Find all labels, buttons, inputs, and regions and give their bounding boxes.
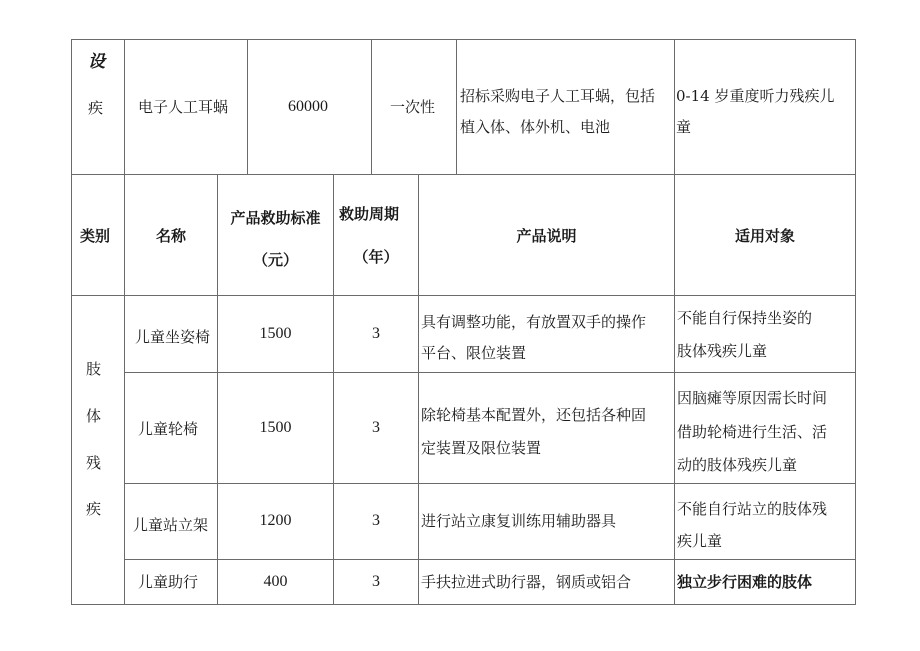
section-category-char-1: 肢 (86, 360, 102, 378)
row-cycle: 3 (372, 419, 380, 436)
top-target-line1: 0-14 岁重度听力残疾儿 (676, 87, 835, 105)
row-desc-line: 平台、限位装置 (421, 344, 527, 362)
row-standard: 400 (263, 573, 288, 590)
top-desc-line1: 招标采购电子人工耳蜗，包括 (460, 87, 656, 105)
header-standard-line1: 产品救助标准 (230, 209, 321, 227)
row-desc-line: 具有调整功能，有放置双手的操作 (421, 313, 647, 331)
row-cycle: 3 (372, 325, 380, 342)
row-desc-line: 除轮椅基本配置外，还包括各种固 (421, 406, 647, 424)
section-category-char-4: 疾 (86, 500, 102, 518)
row-name: 儿童轮椅 (138, 420, 199, 438)
row-target-line: 疾儿童 (677, 532, 723, 550)
row-standard: 1500 (259, 325, 292, 342)
header-desc: 产品说明 (516, 227, 577, 245)
header-name: 名称 (156, 227, 187, 245)
header-standard-cell (217, 174, 334, 296)
row-target-line: 独立步行困难的肢体 (677, 573, 813, 591)
top-desc-line2: 植入体、体外机、电池 (460, 118, 611, 136)
section-category-char-2: 体 (86, 407, 102, 425)
row-target-line: 不能自行站立的肢体残 (677, 500, 828, 518)
top-target-line2: 童 (676, 118, 692, 136)
header-standard-line2: （元） (252, 251, 298, 269)
row-desc-line: 手扶拉进式助行器，钢质或铝合 (421, 573, 632, 591)
row-desc-line: 进行站立康复训练用辅助器具 (421, 512, 617, 530)
row-standard: 1200 (259, 512, 292, 529)
top-category-partial: 设 (88, 52, 105, 72)
row-target-line: 借助轮椅进行生活、活 (677, 423, 828, 441)
header-cycle-line2: （年） (353, 248, 399, 266)
row-target-line: 动的肢体残疾儿童 (677, 456, 798, 474)
row-desc-line: 定装置及限位装置 (421, 439, 542, 457)
header-cycle-cell (333, 174, 419, 296)
row-standard: 1500 (259, 419, 292, 436)
top-category-char: 疾 (88, 99, 104, 117)
top-cycle: 一次性 (390, 98, 436, 116)
row-cycle: 3 (372, 573, 380, 590)
header-category: 类别 (80, 227, 111, 245)
header-target: 适用对象 (734, 227, 795, 245)
row-name: 儿童助行 (138, 573, 199, 591)
row-target-line: 不能自行保持坐姿的 (677, 309, 813, 327)
header-cycle-line1: 救助周期 (338, 205, 399, 223)
section-category-char-3: 残 (86, 454, 102, 472)
top-standard: 60000 (288, 98, 328, 115)
top-name: 电子人工耳蜗 (138, 98, 229, 116)
row-target-line: 肢体残疾儿童 (677, 342, 768, 360)
row-cycle: 3 (372, 512, 380, 529)
row-desc-cell (418, 372, 675, 484)
row-name: 儿童坐姿椅 (135, 328, 211, 346)
row-target-line: 因脑瘫等原因需长时间 (677, 389, 828, 407)
row-name: 儿童站立架 (133, 516, 209, 534)
